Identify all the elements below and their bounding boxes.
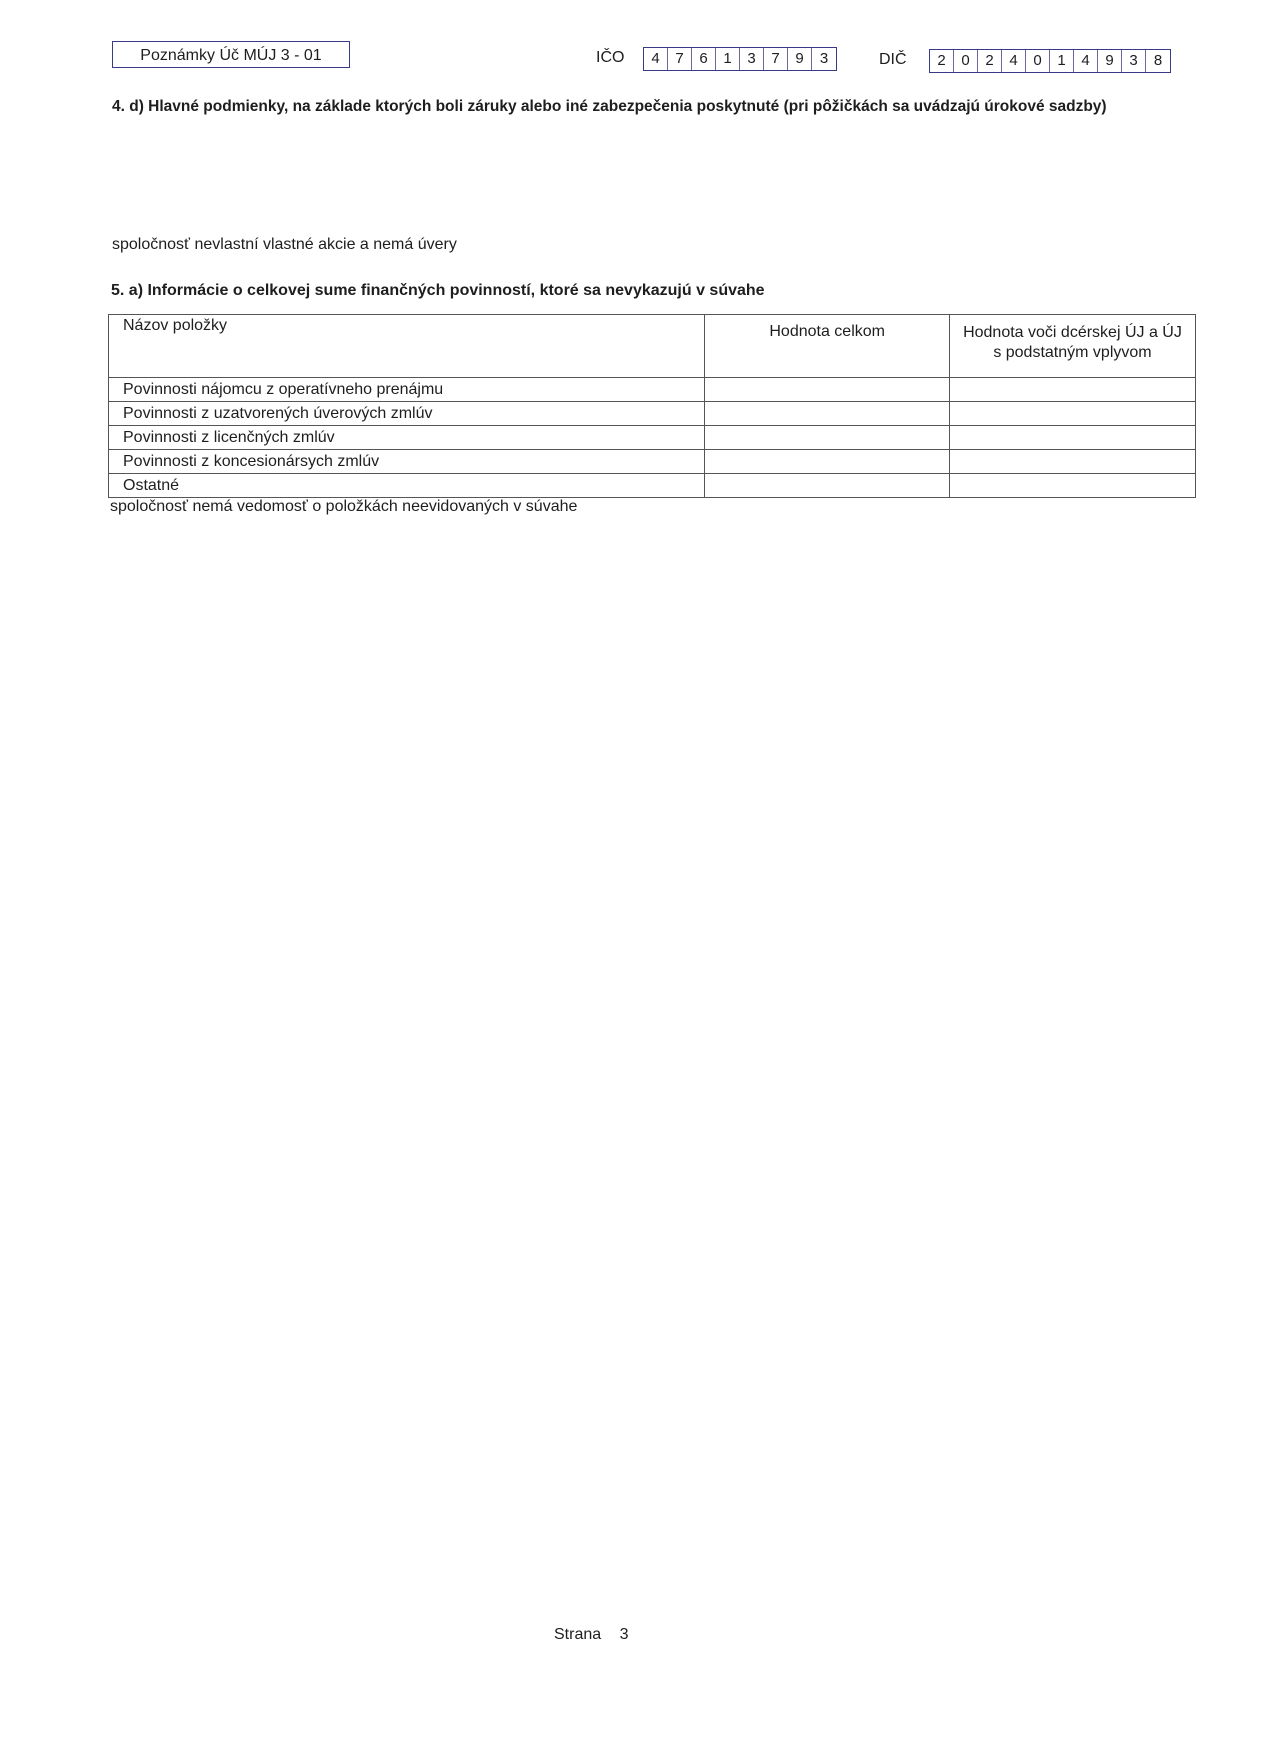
form-title: Poznámky Úč MÚJ 3 - 01 — [140, 47, 322, 64]
dic-digit-boxes — [929, 49, 1171, 73]
row-total — [705, 474, 950, 498]
row-subsidiary — [949, 378, 1195, 402]
dic-digit: 2 — [978, 50, 1002, 72]
row-name: Povinnosti z licenčných zmlúv — [109, 426, 705, 450]
ico-label: IČO — [596, 49, 625, 66]
row-total — [705, 450, 950, 474]
dic-digit: 8 — [1153, 52, 1163, 69]
table-header-row — [109, 315, 1196, 378]
dic-digit: 9 — [1098, 50, 1122, 72]
dic-digit: 4 — [1002, 50, 1026, 72]
dic-digit: 2 — [930, 50, 954, 72]
page-number: 3 — [619, 1626, 629, 1643]
row-name: Povinnosti z uzatvorených úverových zmlúv — [109, 402, 705, 426]
column-header-subsidiary-line2: s podstatným vplyvom — [993, 344, 1152, 361]
page-label: Strana — [554, 1626, 602, 1643]
dic-digit: 1 — [1050, 50, 1074, 72]
ico-digit: 1 — [716, 48, 740, 70]
dic-digit: 3 — [1122, 50, 1146, 72]
section-5a-heading: 5. a) Informácie o celkovej sume finančných povinností, ktoré sa nevykazujú v súvahe — [111, 282, 765, 299]
row-subsidiary — [949, 474, 1195, 498]
dic-digit: 0 — [1026, 50, 1050, 72]
table-row — [109, 450, 1196, 474]
ico-digit: 3 — [740, 48, 764, 70]
dic-digit: 0 — [954, 50, 978, 72]
dic-label: DIČ — [879, 51, 907, 68]
row-name: Ostatné — [109, 474, 705, 498]
ico-digit: 7 — [764, 48, 788, 70]
row-total — [705, 402, 950, 426]
row-subsidiary — [949, 402, 1195, 426]
section-4d-note: spoločnosť nevlastní vlastné akcie a nemá úvery — [112, 236, 457, 253]
obligations-table — [108, 314, 1196, 498]
column-header-subsidiary-line1: Hodnota voči dcérskej ÚJ a ÚJ — [963, 324, 1182, 341]
row-subsidiary — [949, 426, 1195, 450]
section-5a-note: spoločnosť nemá vedomosť o položkách neevidovaných v súvahe — [110, 498, 578, 515]
ico-digit-boxes — [643, 47, 837, 71]
table-row — [109, 378, 1196, 402]
section-4d-heading: 4. d) Hlavné podmienky, na základe ktorých boli záruky alebo iné zabezpečenia poskytnuté (pri pôžičkách sa uvádzajú úrokové sadzby) — [112, 98, 1107, 115]
page-footer — [554, 1626, 629, 1644]
ico-digit: 9 — [788, 48, 812, 70]
row-name: Povinnosti nájomcu z operatívneho prenájmu — [109, 378, 705, 402]
ico-digit: 3 — [819, 50, 829, 67]
column-header-total: Hodnota celkom — [705, 315, 950, 378]
row-name: Povinnosti z koncesionársych zmlúv — [109, 450, 705, 474]
row-subsidiary — [949, 450, 1195, 474]
row-total — [705, 378, 950, 402]
table-row — [109, 474, 1196, 498]
column-header-name: Názov položky — [109, 315, 705, 378]
table-row — [109, 402, 1196, 426]
form-title-box — [112, 41, 350, 68]
ico-digit: 7 — [668, 48, 692, 70]
table-row — [109, 426, 1196, 450]
column-header-subsidiary — [949, 315, 1195, 378]
dic-digit: 4 — [1074, 50, 1098, 72]
ico-digit: 4 — [644, 48, 668, 70]
ico-digit: 6 — [692, 48, 716, 70]
row-total — [705, 426, 950, 450]
